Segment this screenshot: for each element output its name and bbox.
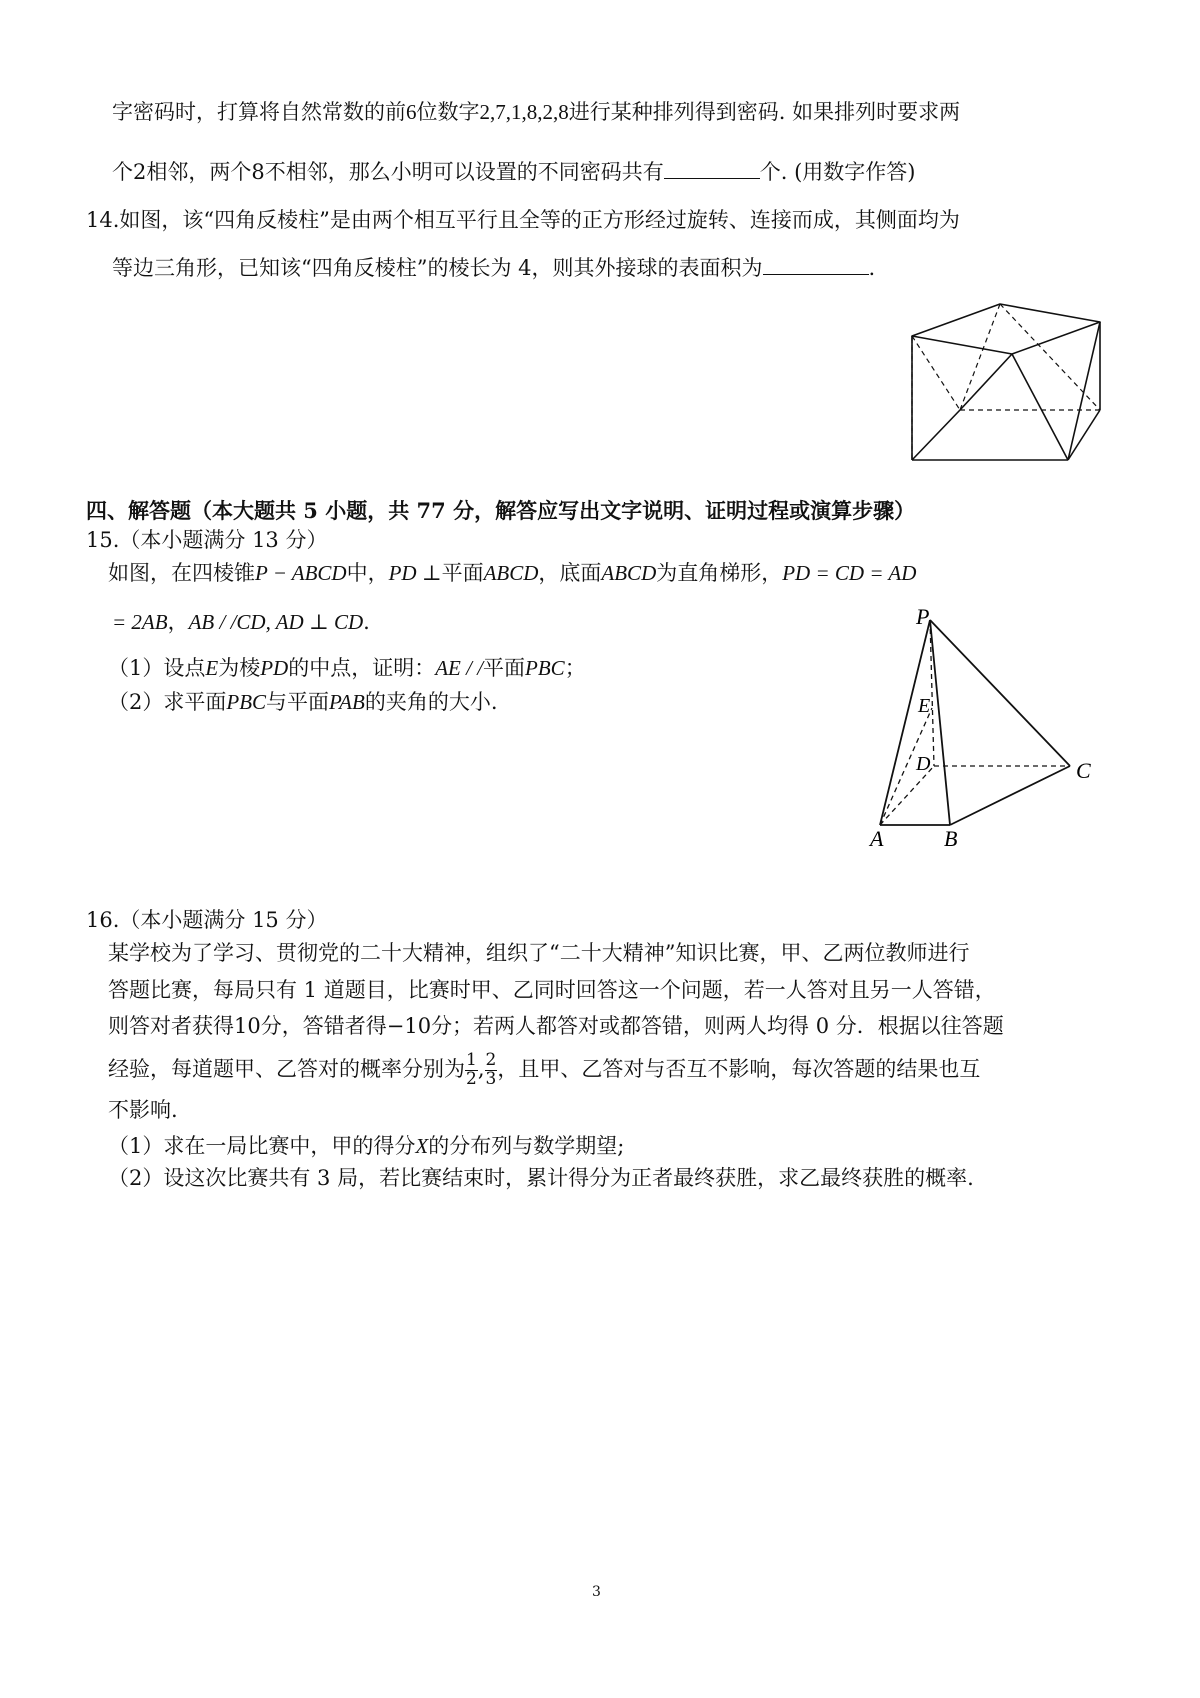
q16-text: 的分布列与数学期望;: [428, 1134, 625, 1158]
q15-text: 为棱: [218, 656, 261, 680]
frac-denominator: 2: [466, 1068, 477, 1089]
q15-text: （2）求平面: [108, 690, 227, 714]
q15-text: 平面: [483, 656, 526, 680]
q16-part2: （2）设这次比赛共有 3 局，若比赛结束时，累计得分为正者最终获胜，求乙最终获胜的概率.: [108, 1166, 974, 1190]
q15-math: = 2AB: [112, 610, 168, 634]
q16-part1: [108, 1136, 624, 1157]
q13-digit-count: 6: [406, 100, 417, 124]
q14-answer-blank: [763, 256, 869, 275]
q16-line1: 某学校为了学习、贯彻党的二十大精神，组织了“二十大精神”知识比赛，甲、乙两位教师进行: [108, 941, 970, 965]
q15-math: PBC: [525, 656, 565, 680]
q16-line2: 答题比赛，每局只有 1 道题目，比赛时甲、乙同时回答这一个问题，若一人答对且另一人答错，: [108, 978, 996, 1002]
q15-math: AB / /CD, AD ⊥ CD: [188, 610, 364, 634]
q14-text: .: [868, 256, 876, 280]
q16-text: ，且甲、乙答对与否互不影响，每次答题的结果也互: [497, 1056, 981, 1081]
q15-math: AE / /: [435, 656, 484, 680]
q16-text: ,: [477, 1056, 485, 1081]
q16-text: 分，答错者得: [260, 1014, 387, 1038]
q13-text: 不相邻，那么小明可以设置的不同密码共有: [264, 160, 664, 184]
q15-math: PD: [260, 656, 289, 680]
q15-text: 如图，在四棱锥: [108, 561, 255, 585]
q16-text: （1）求在一局比赛中，甲的得分: [108, 1134, 416, 1158]
q13-text: 个: [112, 160, 133, 184]
fraction-two-thirds: [485, 1052, 498, 1089]
q15-math: PBC: [226, 690, 267, 714]
q16-text: 分；若两人都答对或都答错，则两人均得 0 分．根据以往答题: [431, 1014, 1004, 1038]
q15-math: P − ABCD: [255, 561, 347, 585]
q15-math: PAB: [329, 690, 365, 714]
q15-text: .: [363, 610, 370, 634]
label-A: A: [870, 826, 884, 850]
label-B: B: [944, 826, 958, 850]
section-4-title: 四、解答题（本大题共 5 小题，共 77 分，解答应写出文字说明、证明过程或演算步骤）: [86, 498, 916, 523]
q13-text: 个. (用数字作答): [759, 160, 916, 184]
label-P: P: [916, 604, 930, 629]
q13-text: 进行某种排列得到密码. 如果排列时要求两: [568, 100, 961, 124]
q15-text: （1）设点: [108, 656, 206, 680]
label-C: C: [1076, 758, 1091, 783]
q15-part1: [108, 658, 586, 679]
q13-text: 位数字: [416, 100, 480, 124]
q13-line2: [112, 160, 916, 183]
frac-numerator: 2: [485, 1050, 497, 1070]
q13-answer-blank: [664, 160, 760, 179]
q15-part2: [108, 692, 498, 713]
q15-text: 的夹角的大小.: [364, 690, 498, 714]
q14-line1: [86, 210, 960, 231]
q15-text: ；: [564, 656, 586, 680]
q16-line3: [108, 1016, 1004, 1037]
q16-math: X: [415, 1134, 429, 1158]
q15-text: 平面: [441, 561, 484, 585]
q14-text: 等边三角形，已知该“四角反棱柱”的棱长为 4，则其外接球的表面积为: [112, 256, 763, 280]
q14-text: 如图，该“四角反棱柱”是由两个相互平行且全等的正方形经过旋转、连接而成，其侧面均为: [119, 208, 960, 232]
label-E: E: [918, 695, 931, 717]
q13-digits: 2,7,1,8,2,8: [479, 100, 569, 124]
q15-text: ，底面: [538, 561, 602, 585]
q13-text: 字密码时，打算将自然常数的前: [112, 100, 406, 124]
q16-text: 则答对者获得: [108, 1014, 234, 1038]
frac-numerator: 1: [466, 1050, 477, 1070]
q15-text: ，: [167, 610, 189, 634]
q13-two: 2: [133, 160, 147, 184]
fraction-one-half: [465, 1052, 478, 1089]
q15-math: ABCD: [483, 561, 539, 585]
q15-text: 的中点，证明：: [288, 656, 436, 680]
q13-eight: 8: [251, 160, 265, 184]
q15-text: 与平面: [266, 690, 330, 714]
q16-line5: 不影响.: [108, 1098, 178, 1122]
q16-header: 16.（本小题满分 15 分）: [86, 908, 328, 932]
q15-line1: [108, 563, 916, 584]
q15-text: 为直角梯形，: [656, 561, 783, 585]
q15-line2: [112, 612, 370, 633]
q16-math: 10: [234, 1014, 261, 1038]
q14-number: 14.: [86, 208, 120, 232]
q14-line2: [112, 256, 875, 279]
q15-text: 中，: [346, 561, 389, 585]
q15-math: PD = CD = AD: [782, 561, 917, 585]
q15-math: E: [205, 656, 219, 680]
q16-text: 经验，每道题甲、乙答对的概率分别为: [108, 1056, 465, 1081]
q13-line1: [112, 102, 960, 123]
label-D: D: [916, 753, 931, 775]
q15-header: 15.（本小题满分 13 分）: [86, 528, 328, 552]
frac-denominator: 3: [485, 1068, 497, 1089]
pyramid-figure: [850, 600, 1100, 850]
q16-math: −10: [386, 1014, 432, 1038]
q13-text: 相邻，两个: [146, 160, 252, 184]
antiprism-figure: [900, 300, 1110, 470]
q15-math: PD ⊥: [388, 561, 442, 585]
q16-line4: [108, 1052, 980, 1089]
q15-math: ABCD: [601, 561, 657, 585]
page-number: 3: [592, 1584, 601, 1600]
